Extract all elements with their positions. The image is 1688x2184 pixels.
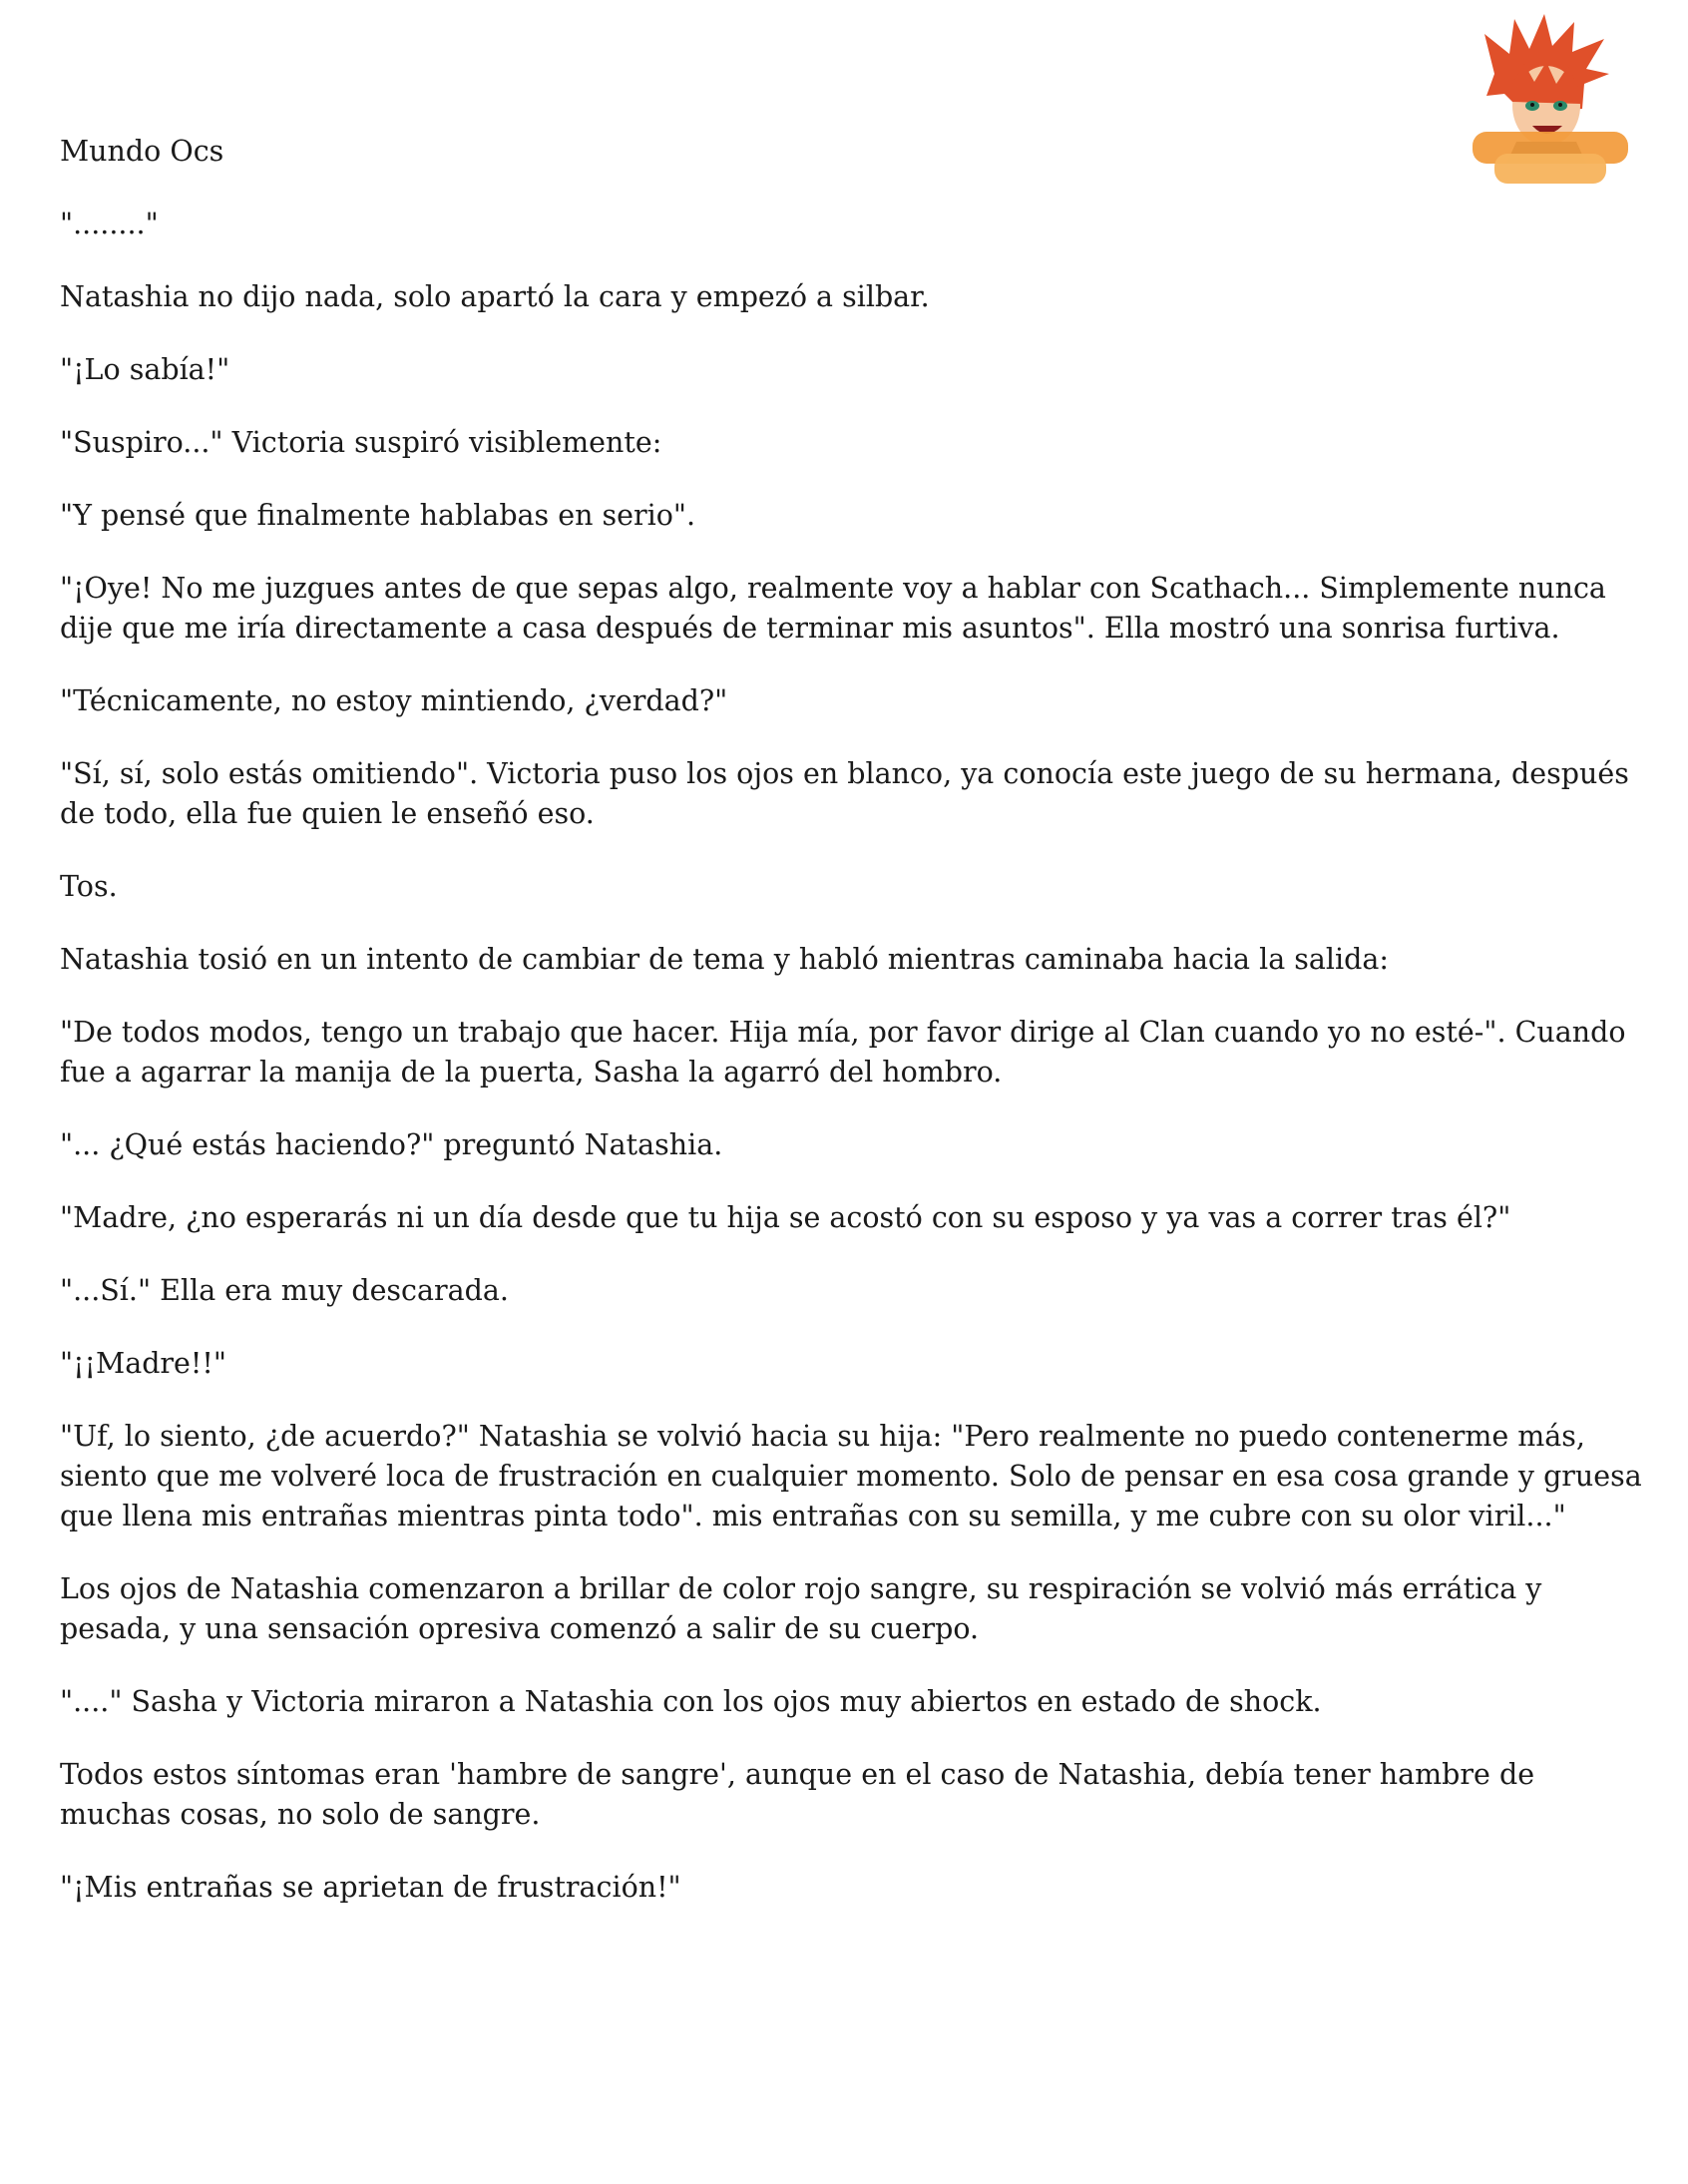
paragraph: "¡Lo sabía!" bbox=[60, 353, 230, 386]
paragraph: "... ¿Qué estás haciendo?" preguntó Natashia. bbox=[60, 1128, 723, 1161]
paragraph: "¡Oye! No me juzgues antes de que sepas algo, realmente voy a hablar con Scathach... Simplemente nunca dije que me iría directamente a casa después de terminar mis asuntos". Ella mostró una sonrisa furtiva. bbox=[60, 572, 1606, 645]
paragraph: Tos. bbox=[60, 870, 118, 903]
paragraph: Todos estos síntomas eran 'hambre de sangre', aunque en el caso de Natashia, debía tener hambre de muchas cosas, no solo de sangre. bbox=[60, 1758, 1535, 1831]
document-title: Mundo Ocs bbox=[60, 135, 224, 168]
paragraph: "Técnicamente, no estoy mintiendo, ¿verdad?" bbox=[60, 684, 728, 717]
paragraph: Natashia tosió en un intento de cambiar de tema y habló mientras caminaba hacia la salida: bbox=[60, 943, 1389, 976]
document-body bbox=[60, 132, 1646, 1941]
paragraph: "........" bbox=[60, 208, 159, 240]
paragraph: "Suspiro..." Victoria suspiró visiblemente: bbox=[60, 426, 662, 459]
paragraph: "Uf, lo siento, ¿de acuerdo?" Natashia se volvió hacia su hija: "Pero realmente no puedo contenerme más, siento que me volveré loca de frustración en cualquier momento. Solo de pensar en esa cosa grande y gruesa que llena mis entrañas mientras pinta todo". mis entrañas con su semilla, y me cubre con su olor viril..." bbox=[60, 1420, 1642, 1532]
paragraph: "¡¡Madre!!" bbox=[60, 1347, 226, 1380]
paragraph: "Sí, sí, solo estás omitiendo". Victoria puso los ojos en blanco, ya conocía este juego de su hermana, después de todo, ella fue quien le enseñó eso. bbox=[60, 757, 1629, 830]
paragraph: "De todos modos, tengo un trabajo que hacer. Hija mía, por favor dirige al Clan cuando yo no esté-". Cuando fue a agarrar la manija de la puerta, Sasha la agarró del hombro. bbox=[60, 1016, 1626, 1089]
paragraph: "...." Sasha y Victoria miraron a Natashia con los ojos muy abiertos en estado de shock. bbox=[60, 1685, 1322, 1718]
paragraph: "...Sí." Ella era muy descarada. bbox=[60, 1274, 509, 1307]
paragraph: "Y pensé que finalmente hablabas en serio". bbox=[60, 499, 696, 532]
paragraph: "¡Mis entrañas se aprietan de frustración!" bbox=[60, 1871, 681, 1904]
paragraph: Los ojos de Natashia comenzaron a brillar de color rojo sangre, su respiración se volvió más errática y pesada, y una sensación opresiva comenzó a salir de su cuerpo. bbox=[60, 1572, 1542, 1645]
paragraph: Natashia no dijo nada, solo apartó la cara y empezó a silbar. bbox=[60, 280, 930, 313]
paragraph: "Madre, ¿no esperarás ni un día desde que tu hija se acostó con su esposo y ya vas a correr tras él?" bbox=[60, 1201, 1511, 1234]
